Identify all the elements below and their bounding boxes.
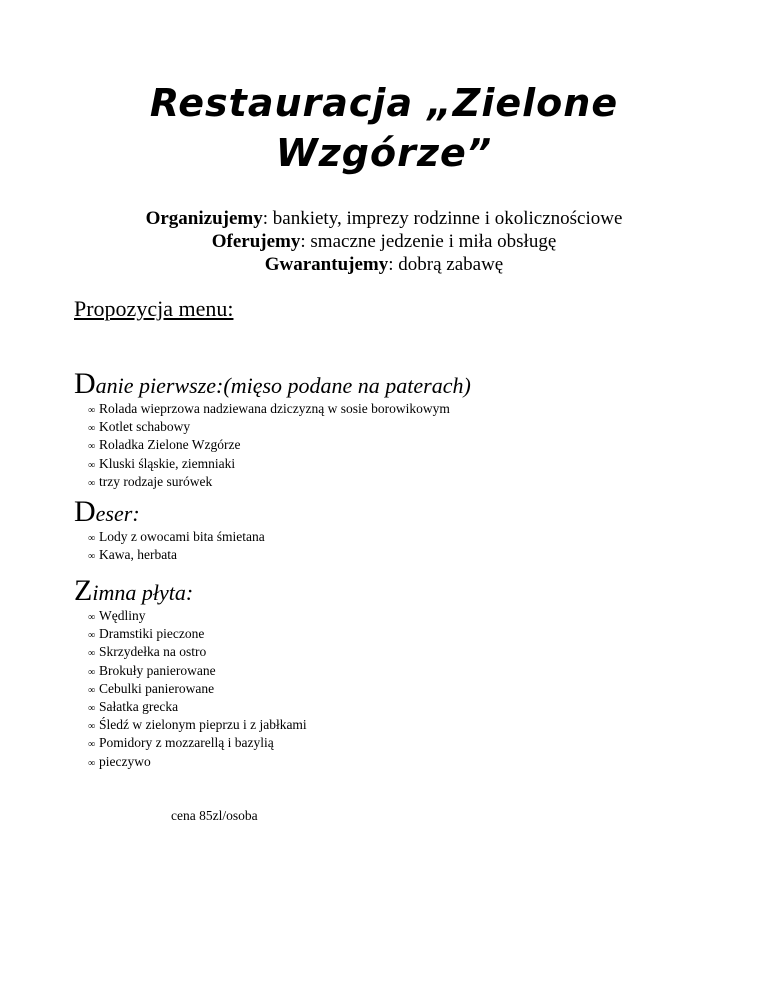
infinity-bullet-icon: ∞ (88, 739, 96, 751)
intro-label: Gwarantujemy (264, 254, 389, 275)
section-title: anie pierwsze:(mięso podane na paterach) (95, 373, 471, 398)
list-item (88, 437, 450, 455)
list-item (88, 754, 307, 772)
item-text: Rolada wieprzowa nadziewana dziczyzną w sosie borowikowym (99, 401, 450, 416)
infinity-bullet-icon: ∞ (88, 612, 96, 623)
dessert-list (88, 529, 265, 565)
title-line-1: Restauracja „Zielone (149, 81, 619, 125)
list-item (88, 699, 307, 717)
infinity-bullet-icon: ∞ (88, 703, 96, 715)
item-text: Pomidory z mozzarellą i bazylią (99, 735, 274, 751)
intro-text: : dobrą zabawę (388, 254, 504, 275)
restaurant-title (0, 78, 768, 178)
section-heading-main-course (74, 367, 471, 400)
list-item (88, 529, 265, 547)
list-item (88, 717, 307, 735)
section-title: imna płyta: (92, 580, 194, 605)
list-item (88, 681, 307, 699)
section-initial: D (74, 367, 96, 400)
item-text: Roladka Zielone Wzgórze (99, 437, 241, 453)
item-text: Brokuły panierowane (99, 662, 216, 678)
menu-proposal-heading: Propozycja menu: (74, 296, 234, 321)
item-text: Sałatka grecka (99, 699, 179, 715)
main-course-list (88, 401, 450, 492)
section-initial: D (74, 495, 96, 528)
infinity-bullet-icon: ∞ (88, 666, 96, 678)
infinity-bullet-icon: ∞ (88, 630, 96, 642)
infinity-bullet-icon: ∞ (88, 423, 96, 435)
item-text: Śledź w zielonym pieprzu i z jabłkami (99, 717, 307, 733)
item-text: Kawa, herbata (99, 547, 177, 563)
list-item (88, 456, 450, 474)
item-text: Lody z owocami bita śmietana (99, 529, 265, 544)
infinity-bullet-icon: ∞ (88, 551, 96, 563)
intro-line-organize (0, 207, 768, 230)
item-text: Kotlet schabowy (99, 419, 191, 435)
intro-text: : smaczne jedzenie i miła obsługę (300, 231, 557, 252)
item-text: Skrzydełka na ostro (99, 644, 207, 660)
list-item (88, 474, 450, 492)
infinity-bullet-icon: ∞ (88, 441, 96, 453)
list-item (88, 608, 307, 626)
list-item (88, 547, 265, 565)
price-per-person: cena 85zl/osoba (171, 808, 258, 823)
section-heading-dessert (74, 495, 140, 528)
intro-text: : bankiety, imprezy rodzinne i okolicznościowe (262, 208, 623, 229)
item-text: Kluski śląskie, ziemniaki (99, 455, 236, 471)
list-item (88, 419, 450, 437)
intro-label: Organizujemy (145, 208, 263, 229)
section-title: eser: (95, 501, 140, 526)
intro-line-guarantee (0, 253, 768, 276)
infinity-bullet-icon: ∞ (88, 648, 96, 660)
intro-line-offer (0, 230, 768, 253)
list-item (88, 401, 450, 419)
list-item (88, 644, 307, 662)
infinity-bullet-icon: ∞ (88, 757, 96, 769)
list-item (88, 735, 307, 753)
infinity-bullet-icon: ∞ (88, 459, 96, 471)
infinity-bullet-icon: ∞ (88, 405, 96, 416)
item-text: trzy rodzaje surówek (99, 473, 213, 489)
title-line-2: Wzgórze” (275, 131, 493, 175)
item-text: Dramstiki pieczone (99, 626, 205, 642)
intro-label: Oferujemy (211, 231, 301, 252)
intro-block (0, 207, 768, 276)
list-item (88, 626, 307, 644)
infinity-bullet-icon: ∞ (88, 477, 96, 489)
infinity-bullet-icon: ∞ (88, 684, 96, 696)
section-initial: Z (74, 574, 93, 607)
section-heading-cold-plate (74, 574, 194, 607)
cold-plate-list (88, 608, 307, 772)
list-item (88, 663, 307, 681)
infinity-bullet-icon: ∞ (88, 721, 96, 733)
item-text: pieczywo (99, 753, 151, 769)
infinity-bullet-icon: ∞ (88, 533, 96, 544)
item-text: Wędliny (99, 608, 146, 623)
item-text: Cebulki panierowane (99, 680, 215, 696)
